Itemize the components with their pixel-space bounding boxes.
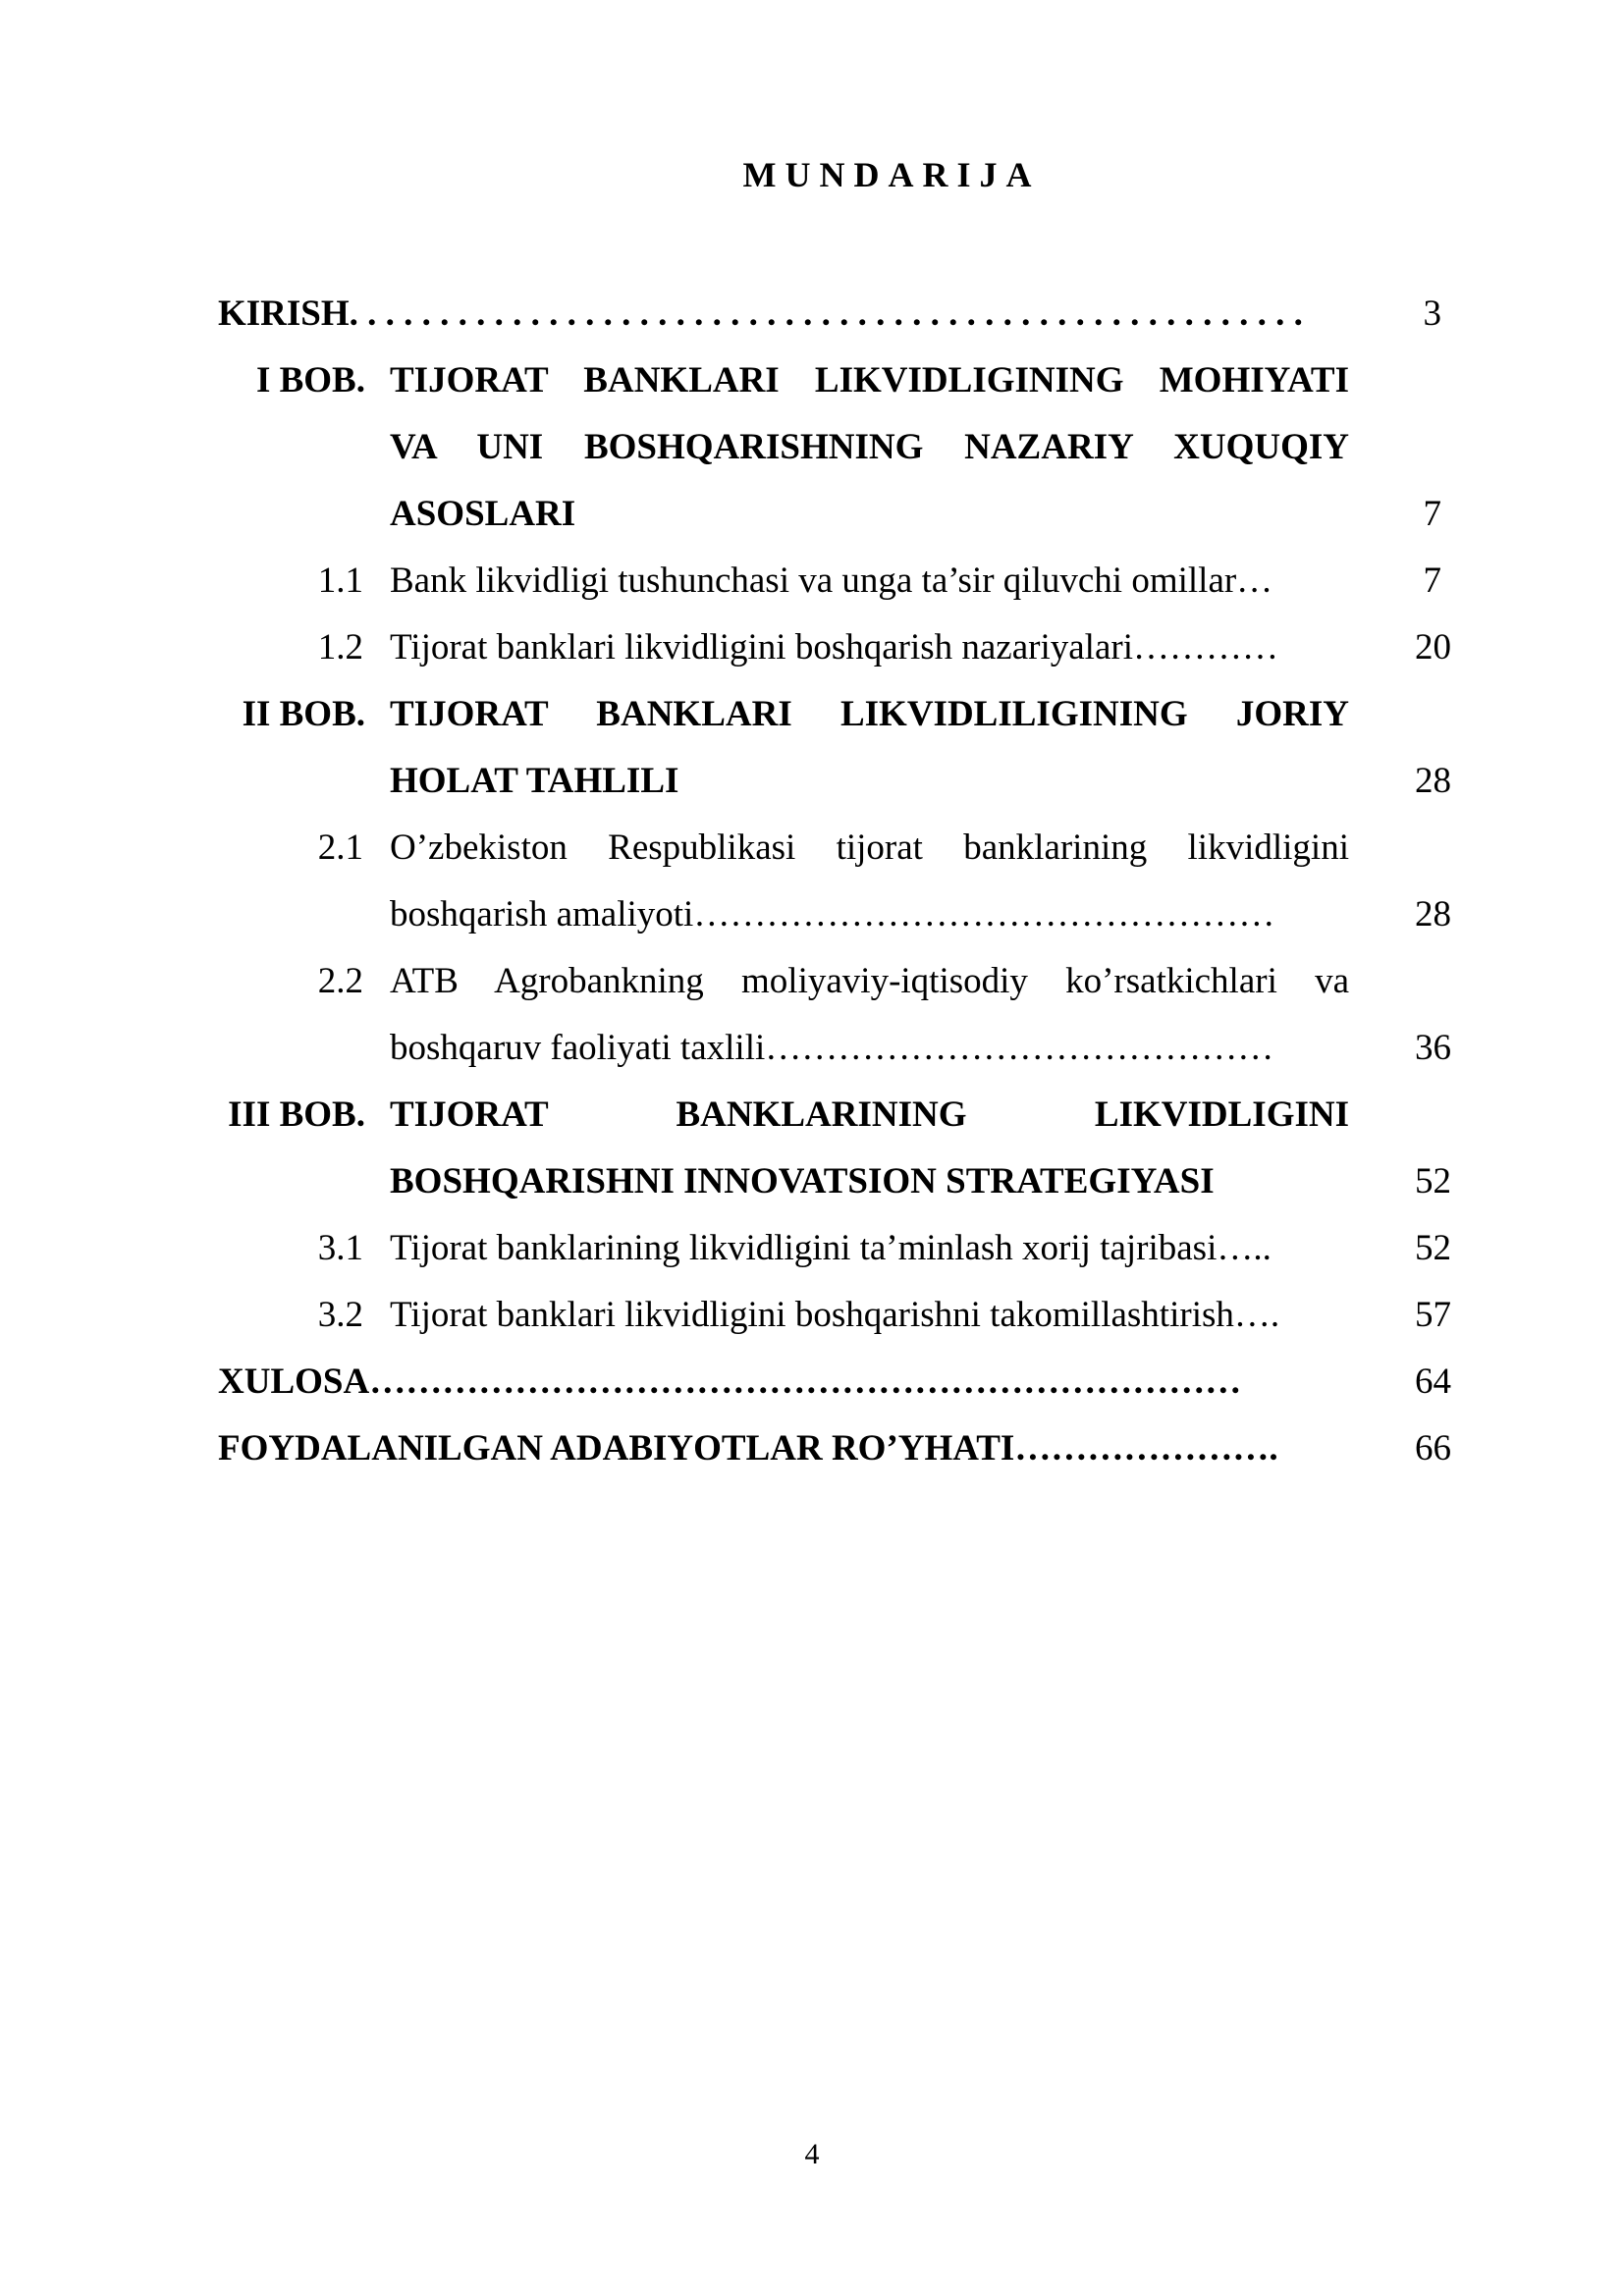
toc-page-number: 7 — [1423, 494, 1441, 534]
toc-entry-title: HOLAT TAHLILI — [390, 761, 679, 801]
toc-entry-title: Tijorat banklari likvidligini boshqarish nazariyalari………… — [390, 627, 1278, 667]
toc-page-number: 66 — [1415, 1428, 1451, 1468]
toc-section-number: 2.1 — [317, 828, 363, 868]
toc-chapter-2-line-2 — [218, 748, 1451, 815]
toc-entry-title: BOSHQARISHNI INNOVATSION STRATEGIYASI — [390, 1161, 1215, 1201]
toc-entry-title: FOYDALANILGAN ADABIYOTLAR RO’YHATI…………………. — [218, 1428, 1278, 1468]
toc-entry-title: O’zbekiston Respublikasi tijorat banklarining likvidligini — [390, 828, 1349, 868]
toc-entry-title: KIRISH. . . . . . . . . . . . . . . . . . . . . . . . . . . . . . . . . . . . . . . . . . . . . . . . . . . . . — [218, 294, 1303, 334]
toc-chapter-3-line-2 — [218, 1148, 1451, 1215]
toc-entry-title: boshqarish amaliyoti………………………………………… — [390, 894, 1275, 934]
page-title: MUNDARIJA — [742, 155, 1041, 194]
toc-entry-title: TIJORAT BANKLARI LIKVIDLILIGINING JORIY — [390, 694, 1349, 734]
toc-page-number: 3 — [1423, 294, 1441, 334]
toc-entry-title: XULOSA……………………………………………………………… — [218, 1362, 1242, 1402]
toc-chapter-2[interactable] — [218, 681, 1451, 748]
toc-entry-title: TIJORAT BANKLARI LIKVIDLIGINING MOHIYATI — [390, 360, 1349, 400]
toc-section-number: 1.1 — [317, 561, 363, 601]
toc-chapter-3[interactable] — [218, 1082, 1451, 1148]
toc-section-2-2-line-2 — [218, 1015, 1451, 1082]
toc-entry-title: VA UNI BOSHQARISHNING NAZARIY XUQUQIY — [390, 427, 1349, 467]
table-of-contents — [218, 281, 1451, 1482]
toc-page-number: 7 — [1423, 561, 1441, 601]
page-number: 4 — [804, 2138, 820, 2170]
toc-page-number: 36 — [1415, 1028, 1451, 1068]
toc-page-number: 64 — [1415, 1362, 1451, 1402]
toc-section-3-1[interactable] — [218, 1215, 1451, 1282]
toc-section-number: 3.2 — [317, 1295, 363, 1335]
toc-page-number: 57 — [1415, 1295, 1451, 1335]
toc-entry-title: Tijorat banklari likvidligini boshqarishni takomillashtirish…. — [390, 1295, 1280, 1335]
toc-entry-xulosa[interactable] — [218, 1349, 1451, 1415]
toc-chapter-1-line-3 — [218, 481, 1451, 548]
toc-chapter-number: II BOB. — [242, 694, 365, 734]
toc-section-number: 2.2 — [317, 961, 363, 1001]
toc-section-2-1[interactable] — [218, 815, 1451, 881]
toc-page-number: 28 — [1415, 894, 1451, 934]
toc-chapter-1-line-2 — [218, 414, 1451, 481]
toc-chapter-1[interactable] — [218, 347, 1451, 414]
toc-entry-kirish[interactable] — [218, 281, 1451, 347]
toc-chapter-number: III BOB. — [228, 1095, 365, 1135]
toc-section-2-2[interactable] — [218, 948, 1451, 1015]
toc-entry-title: ASOSLARI — [390, 494, 576, 534]
toc-section-number: 3.1 — [317, 1228, 363, 1268]
toc-entry-title: Bank likvidligi tushunchasi va unga ta’sir qiluvchi omillar… — [390, 561, 1273, 601]
toc-page-number: 52 — [1415, 1161, 1451, 1201]
toc-entry-title: boshqaruv faoliyati taxlili…………………………………… — [390, 1028, 1274, 1068]
toc-page-number: 52 — [1415, 1228, 1451, 1268]
toc-section-1-1[interactable] — [218, 548, 1451, 614]
toc-section-3-2[interactable] — [218, 1282, 1451, 1349]
toc-entry-title: Tijorat banklarining likvidligini ta’minlash xorij tajribasi….. — [390, 1228, 1272, 1268]
toc-entry-title: TIJORAT BANKLARINING LIKVIDLIGINI — [390, 1095, 1349, 1135]
toc-page-number: 28 — [1415, 761, 1451, 801]
toc-section-number: 1.2 — [317, 627, 363, 667]
toc-section-2-1-line-2 — [218, 881, 1451, 948]
toc-chapter-number: I BOB. — [255, 360, 365, 400]
toc-entry-references[interactable] — [218, 1415, 1451, 1482]
toc-section-1-2[interactable] — [218, 614, 1451, 681]
toc-entry-title: ATB Agrobankning moliyaviy-iqtisodiy ko’rsatkichlari va — [390, 961, 1349, 1001]
toc-page-number: 20 — [1415, 627, 1451, 667]
